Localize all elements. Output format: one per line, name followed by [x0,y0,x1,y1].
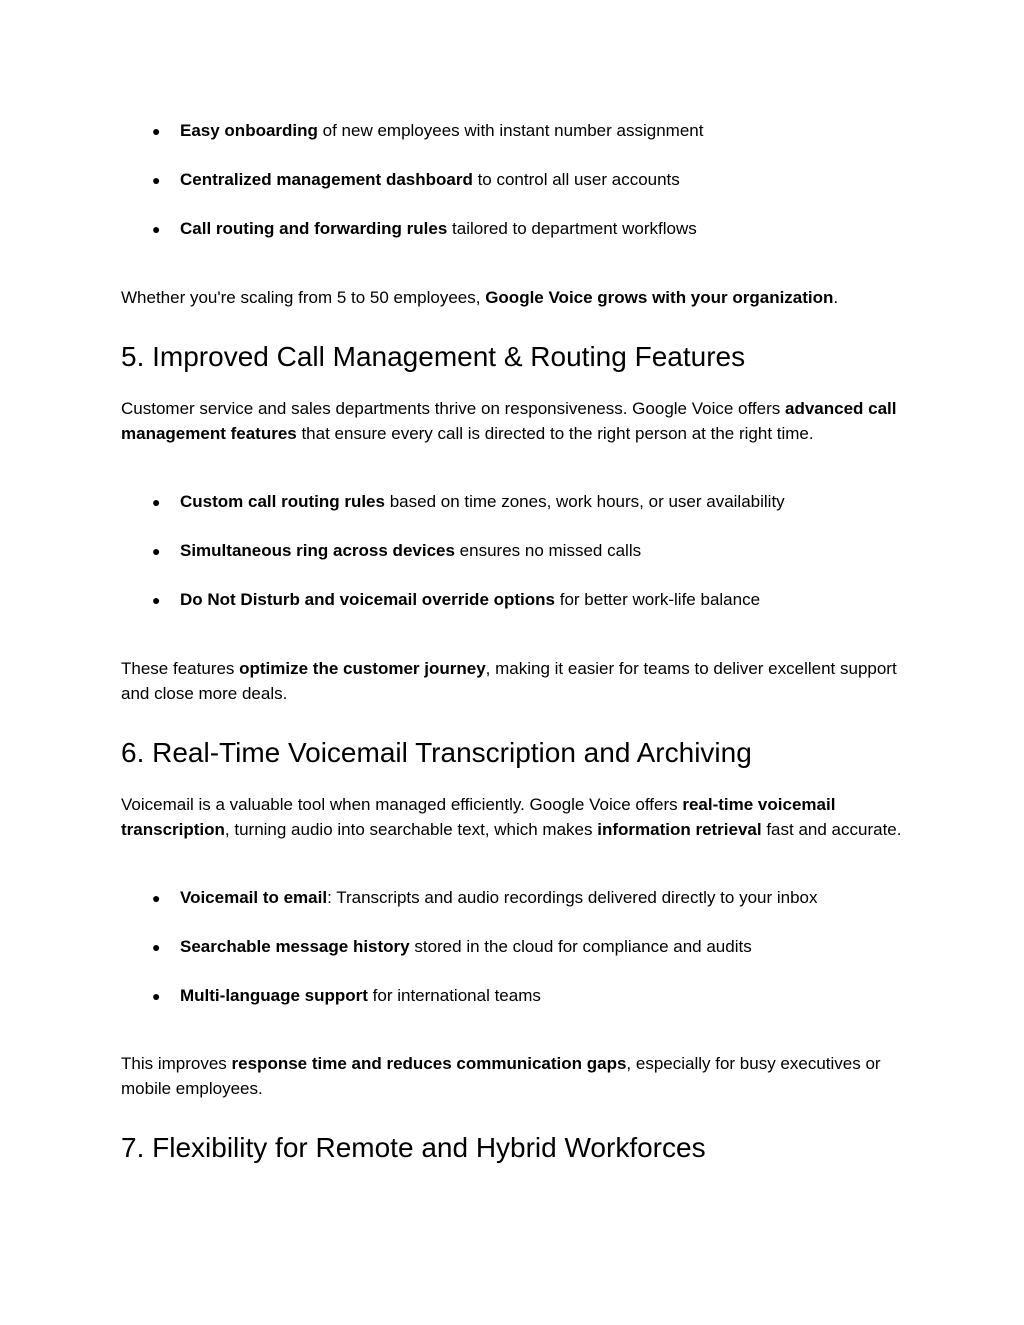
list-item [152,588,760,612]
paragraph: Customer service and sales departments thrive on responsiveness. Google Voice offers advanced call management features that ensure every call is directed to the right person at the right time. [121,399,897,443]
list-item [152,984,541,1008]
bullet-icon: ● [152,172,161,188]
section-heading: 7. Flexibility for Remote and Hybrid Workforces [121,1132,706,1163]
list-item-text: stored in the cloud for compliance and audits [409,937,752,956]
list-item-bold: Simultaneous ring across devices [180,541,455,560]
list-item-text: for international teams [367,986,541,1005]
list-item-bold: Centralized management dashboard [180,170,473,189]
list-item-text: for better work-life balance [555,590,761,609]
list-item-text: of new employees with instant number assignment [317,121,704,140]
section-heading: 6. Real-Time Voicemail Transcription and Archiving [121,737,752,768]
list-item-bold: Call routing and forwarding rules [180,219,448,238]
list-item [152,539,641,563]
list-item-text: : Transcripts and audio recordings delivered directly to your inbox [327,888,818,907]
list-item-text: tailored to department workflows [447,219,697,238]
bullet-icon: ● [152,890,161,906]
bullet-icon: ● [152,123,161,139]
list-item-bold: Voicemail to email [180,888,328,907]
paragraph: Voicemail is a valuable tool when managed efficiently. Google Voice offers real-time voicemail transcription, turning audio into searchable text, which makes information retrieval fast and accurate. [121,795,902,839]
bullet-icon: ● [152,221,161,237]
list-item-text: based on time zones, work hours, or user availability [384,492,785,511]
bullet-icon: ● [152,988,161,1004]
section-heading: 5. Improved Call Management & Routing Features [121,341,746,372]
paragraph: Whether you're scaling from 5 to 50 employees, Google Voice grows with your organization. [121,288,839,307]
list-item-text: to control all user accounts [472,170,680,189]
bullet-icon: ● [152,543,161,559]
list-item [152,886,818,910]
list-item-bold: Easy onboarding [180,121,318,140]
list-item [152,168,680,192]
paragraph: This improves response time and reduces communication gaps, especially for busy executives or mobile employees. [121,1054,881,1098]
list-item [152,490,785,514]
list-item-bold: Searchable message history [180,937,410,956]
list-item-bold: Multi-language support [180,986,368,1005]
list-item [152,217,697,241]
list-item [152,935,752,959]
bullet-icon: ● [152,592,161,608]
bullet-icon: ● [152,494,161,510]
paragraph: These features optimize the customer journey, making it easier for teams to deliver excellent support and close more deals. [121,659,897,703]
list-item [152,119,703,143]
list-item-bold: Do Not Disturb and voicemail override options [180,590,555,609]
bullet-icon: ● [152,939,161,955]
list-item-bold: Custom call routing rules [180,492,385,511]
list-item-text: ensures no missed calls [454,541,642,560]
